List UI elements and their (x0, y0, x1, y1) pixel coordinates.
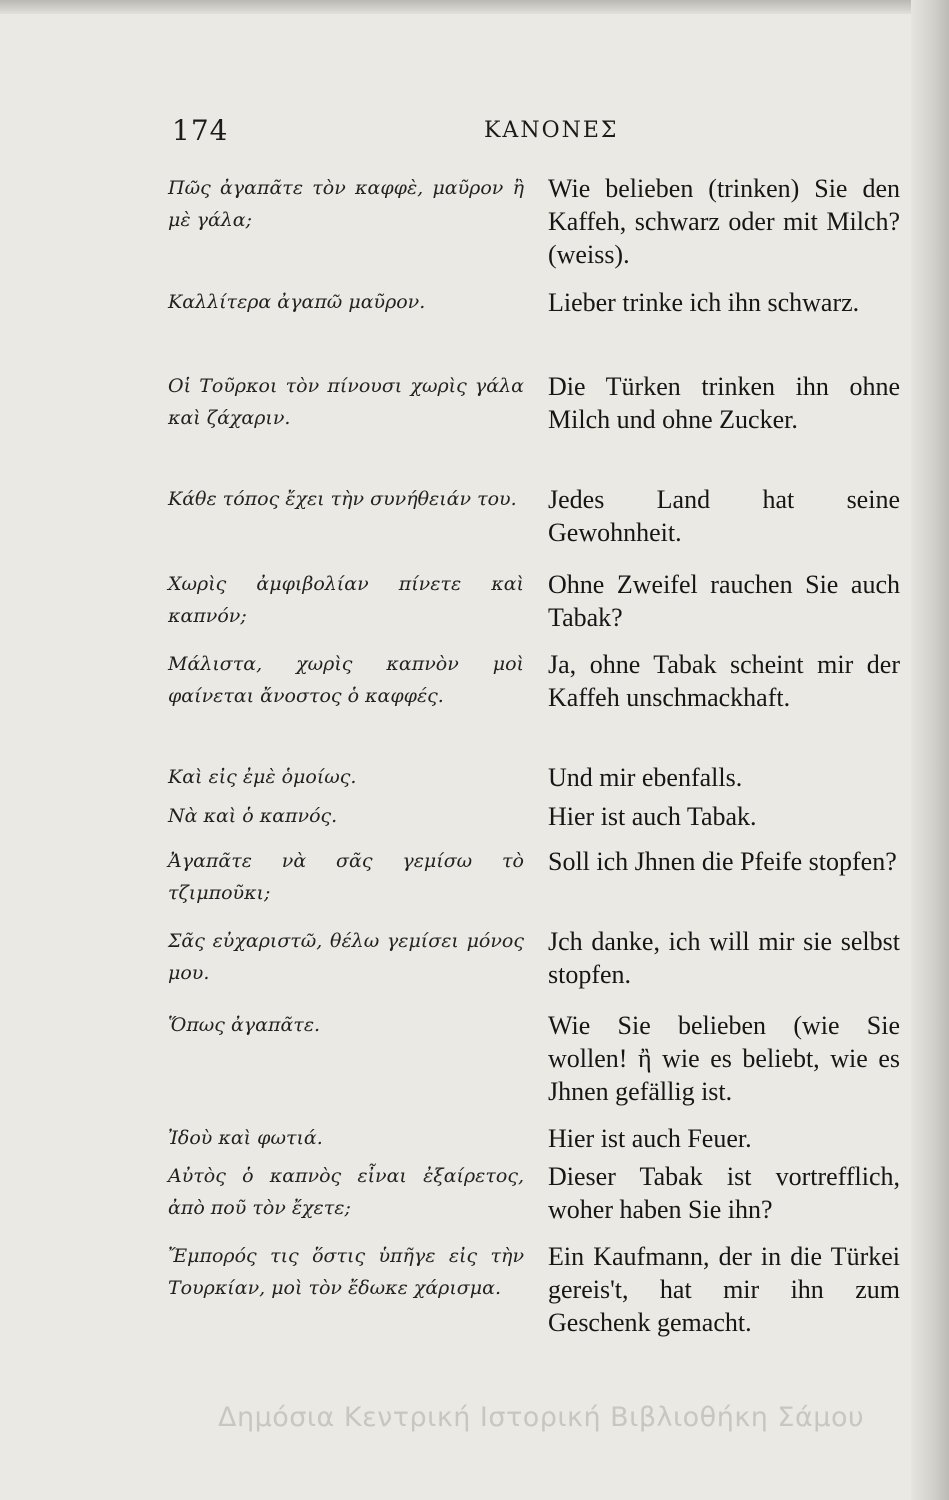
german-translation: Hier ist auch Tabak. (548, 802, 757, 831)
page-number: 174 (172, 114, 229, 147)
german-translation: Die Türken trinken ihn ohne Milch und ohne Zucker. (548, 372, 900, 434)
library-watermark: Δημόσια Κεντρική Ιστορική Βιβλιοθήκη Σάμου (218, 1402, 865, 1433)
greek-phrase: Σᾶς εὐχαριστῶ, θέλω γεμίσει μόνος μου. (168, 930, 524, 984)
page-header (172, 114, 900, 154)
running-title: ΚΑΝΟΝΕΣ (484, 118, 619, 143)
german-translation: Jedes Land hat seine Gewohnheit. (548, 485, 900, 547)
german-translation: Lieber trinke ich ihn schwarz. (548, 288, 860, 317)
page-top-edge (0, 0, 949, 14)
german-translation: Wie Sie belieben (wie Sie wollen! ἢ wie es beliebt, wie es Jhnen gefällig ist. (548, 1011, 900, 1106)
german-translation: Und mir ebenfalls. (548, 763, 743, 792)
greek-phrase: Νὰ καὶ ὁ καπνός. (168, 805, 338, 827)
greek-phrase: Καλλίτερα ἀγαπῶ μαῦρον. (168, 291, 426, 313)
greek-phrase: Ἀγαπᾶτε νὰ σᾶς γεμίσω τὸ τζιμποῦκι; (168, 850, 524, 904)
german-translation: Ja, ohne Tabak scheint mir der Kaffeh unschmackhaft. (548, 650, 900, 712)
greek-phrase: Πῶς ἀγαπᾶτε τὸν καφφὲ, μαῦρον ἢ μὲ γάλα; (168, 177, 524, 231)
greek-phrase: Ἰδοὺ καὶ φωτιά. (168, 1127, 323, 1149)
greek-phrase: Ἔμπορός τις ὅστις ὑπῆγε εἰς τὴν Τουρκίαν, μοὶ τὸν ἔδωκε χάρισμα. (168, 1245, 524, 1299)
german-translation: Dieser Tabak ist vortrefflich, woher haben Sie ihn? (548, 1162, 900, 1224)
page-right-edge (911, 0, 949, 1500)
german-translation: Soll ich Jhnen die Pfeife stopfen? (548, 847, 897, 876)
greek-phrase: Οἱ Τοῦρκοι τὸν πίνουσι χωρὶς γάλα καὶ ζάχαριν. (168, 375, 524, 429)
greek-phrase: Καὶ εἰς ἐμὲ ὁμοίως. (168, 766, 357, 788)
german-translation: Wie belieben (trinken) Sie den Kaffeh, schwarz oder mit Milch? (weiss). (548, 174, 900, 269)
greek-phrase: Μάλιστα, χωρὶς καπνὸν μοὶ φαίνεται ἄνοστος ὁ καφφές. (168, 653, 524, 707)
greek-phrase: Αὐτὸς ὁ καπνὸς εἶναι ἐξαίρετος, ἀπὸ ποῦ τὸν ἔχετε; (168, 1165, 524, 1219)
greek-phrase: Ὅπως ἀγαπᾶτε. (168, 1014, 321, 1036)
german-translation: Hier ist auch Feuer. (548, 1124, 752, 1153)
german-translation: Jch danke, ich will mir sie selbst stopfen. (548, 927, 900, 989)
greek-phrase: Χωρὶς ἀμφιβολίαν πίνετε καὶ καπνόν; (168, 573, 524, 627)
greek-phrase: Κάθε τόπος ἔχει τὴν συνήθειάν του. (168, 488, 517, 510)
german-translation: Ein Kaufmann, der in die Türkei gereis't, hat mir ihn zum Geschenk gemacht. (548, 1242, 900, 1337)
german-translation: Ohne Zweifel rauchen Sie auch Tabak? (548, 570, 900, 632)
